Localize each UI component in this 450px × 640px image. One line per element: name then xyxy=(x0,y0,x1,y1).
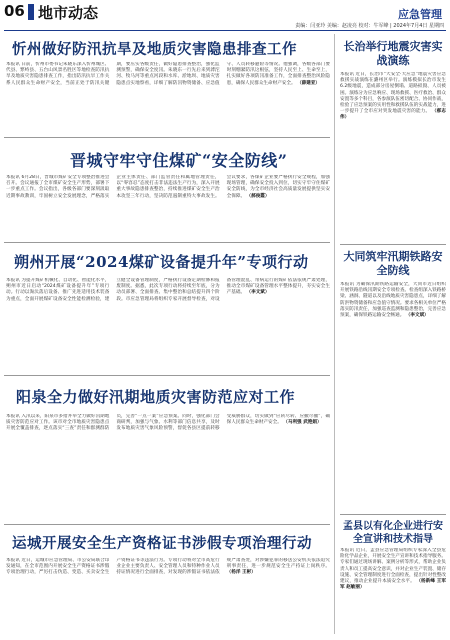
article-headline: 忻州做好防汛抗旱及地质灾害隐患排查工作 xyxy=(12,41,297,58)
article-body-text: 本报讯 为提升煤矿机械化、自动化、智能化水平，朔州市近日启动“2024煤矿设备提升年”专项行动。行动以淘汰落后设备、推广先进适用技术装备为重点，全面开展煤矿设备安全性能检测检验，建立健全设备管理制度，严格执行设备定期检修和报废制度。据悉，此次专项行动将持续至年底，分为动员部署、全面排查、集中整治和总结提升四个阶段。市应急管理局将组织专家开展督导检查，对设备管理混乱、带病运行的煤矿依法依规严肃处理，推动全市煤矿设备管理水平整体提升，夯实安全生产基础。 xyxy=(6,278,330,302)
article-body xyxy=(6,414,330,516)
sidebar-body xyxy=(340,72,446,240)
sidebar-divider xyxy=(340,244,446,245)
page-number: 06 xyxy=(4,2,25,20)
article-body-text: 本报讯 6月28日，晋城市煤矿安全专项整治推进会召开。会议通报了全市煤矿安全生产形势，部署下一步重点工作。会议指出，各级各部门要深刻汲取近期事故教训，牢固树立安全发展理念，严格落实企业主体责任、部门监管责任和属地管理责任，以“零容忍”态度打击非法违法生产行为，深入开展重大事故隐患排查整治，持续推进煤矿安全生产治本攻坚三年行动，坚决防范遏制重特大事故发生。会议要求，各煤矿企业要严格执行安全规程，加强现场管理，确保安全投入到位，切实守牢守住煤矿安全防线，为全市经济社会高质量发展提供坚实安全保障。 xyxy=(6,175,330,199)
article-divider xyxy=(4,524,330,525)
article-body-text: 本报讯 近日，运城市应急管理局、市公安局联合印发通知，在全市范围内开展安全生产资格证书涉假专项治理行动，严厉打击伪造、变造、买卖安全生产资格证书等违法行为。专项行动将对全市高危行业企业主要负责人、安全管理人员和特种作业人员持证情况进行全面排查，对发现的涉假证书依法依规严肃查处，对涉嫌犯罪的移送公安机关依法追究刑事责任，进一步规范安全生产持证上岗秩序。 xyxy=(6,558,330,576)
article-body xyxy=(6,62,330,130)
article-body xyxy=(6,278,330,368)
sidebar-byline: （郝志伟） xyxy=(340,109,446,121)
article-byline: （李文斌） xyxy=(246,290,270,296)
sidebar-byline: （杨新峰 王军军 赵敏丽） xyxy=(340,579,446,591)
article-body-text: 本报讯 入汛以来，阳泉市多措并举全力做好汛期地质灾害防范应对工作。该市对全市地质灾害隐患点开展全覆盖排查，逐点落实“三查”责任和群测群防员，完善“一点一案”应急预案。同时，强化部门会商研判，加强与气象、水利等部门信息共享，及时发布地质灾害气象风险预警，督促各县区提前转移受威胁群众，切实做到“应转尽转、应撤尽撤”，确保人民群众生命财产安全。 xyxy=(6,414,330,432)
article-body-text: 本报讯 日前，忻州市委书记朱晓东深入忻州城区、代县、繁峙县、五台山风景名胜区等地检查防汛抗旱及地质灾害隐患排查工作，指出防汛抗旱工作关系人民群众生命财产安全，当前正处于防汛关键期，要压实各级责任，做好隐患排查整治，强化监测预警，确保安全度汛。朱晓东一行先后来到滹沱河、牧马河等重点河段和水库、淤地坝、地质灾害隐患点实地察看，详细了解防汛物资储备、应急值守、人员转移避险等情况。他强调，各级各部门要时刻绷紧防汛这根弦，坚持人民至上、生命至上，扎实做好各项防汛准备工作，全面排查整治风险隐患，确保人民群众生命财产安全。 xyxy=(6,62,330,86)
sidebar-body xyxy=(340,282,446,510)
sidebar-headline: 长治举行地震灾害实战演练 xyxy=(343,40,443,67)
article-headline: 朔州开展“2024煤矿设备提升年”专项行动 xyxy=(14,253,309,271)
section-title-right: 应急管理 xyxy=(398,8,442,21)
sidebar-byline: （李文斌） xyxy=(405,313,429,319)
sidebar-body-text: 本报讯 近日，孟县应急管理局组织专家深入全县危险化学品企业，开展安全生产宣讲和技术指导服务。专家们通过现场讲解、案例分析等形式，帮助企业负责人和员工提高安全意识，并对企业生产装置、储存设施、安全管理制度进行全面检查，提出针对性整改建议，推动企业提升本质安全水平。 xyxy=(340,548,446,585)
column-divider xyxy=(334,34,335,634)
sidebar-divider xyxy=(340,514,446,515)
sidebar-body xyxy=(340,548,446,636)
article-headline: 晋城守牢守住煤矿“安全防线” xyxy=(70,151,288,170)
section-title: 地市动态 xyxy=(38,4,99,22)
sidebar-body-text: 本报讯 近日，长治市“大安全·大应急”地震灾害应急救援实战演练在潞州区举行。演练模拟长治市发生6.2级地震，造成部分房屋倒塌、道路损毁、人员被困。演练分为应急响应、现场救援、医疗救治、群众安置等多个科目，各参演队伍密切配合、协同作战，检验了应急预案的实用性和救援队伍的实战能力，进一步提升了全市应对突发地震灾害的能力。 xyxy=(340,72,446,115)
article-headline: 运城开展安全生产资格证书涉假专项治理行动 xyxy=(12,535,312,552)
article-body xyxy=(6,558,330,634)
article-body xyxy=(6,175,330,237)
article-divider xyxy=(4,242,330,243)
sidebar-headline: 孟县以有化企业进行安全宣讲和技术指导 xyxy=(343,521,443,545)
article-divider xyxy=(4,137,330,138)
article-divider xyxy=(4,375,330,376)
header-rule xyxy=(4,30,446,31)
article-byline: （郝俊霞） xyxy=(246,193,270,199)
sidebar-body-text: 本报讯 为确保汛期铁路运输安全，大同市近日组织开展铁路沿线汛期安全专项检查。检查组深入铁路桥梁、涵洞、隧道以及沿线地质灾害隐患点，详细了解防洪物资储备和应急值守情况。要求各相关单位严格落实防汛责任，加强巡查监测和隐患整治，完善应急预案，确保铁路运输安全畅通。 xyxy=(340,282,446,319)
article-byline: （杨洋 王彬） xyxy=(226,570,256,576)
article-headline: 阳泉全力做好汛期地质灾害防范应对工作 xyxy=(16,388,296,406)
article-byline: （薛建亚） xyxy=(297,80,321,86)
article-byline: （马利强 武艳娟） xyxy=(283,420,322,426)
issue-meta: 责编：闫亚玲 美编：赵凌亮 校对：牛军峰 | 2024年7月4日 星期四 xyxy=(295,23,444,29)
section-marker xyxy=(28,4,34,20)
sidebar-headline: 大同筑牢汛期铁路安全防线 xyxy=(343,250,443,277)
